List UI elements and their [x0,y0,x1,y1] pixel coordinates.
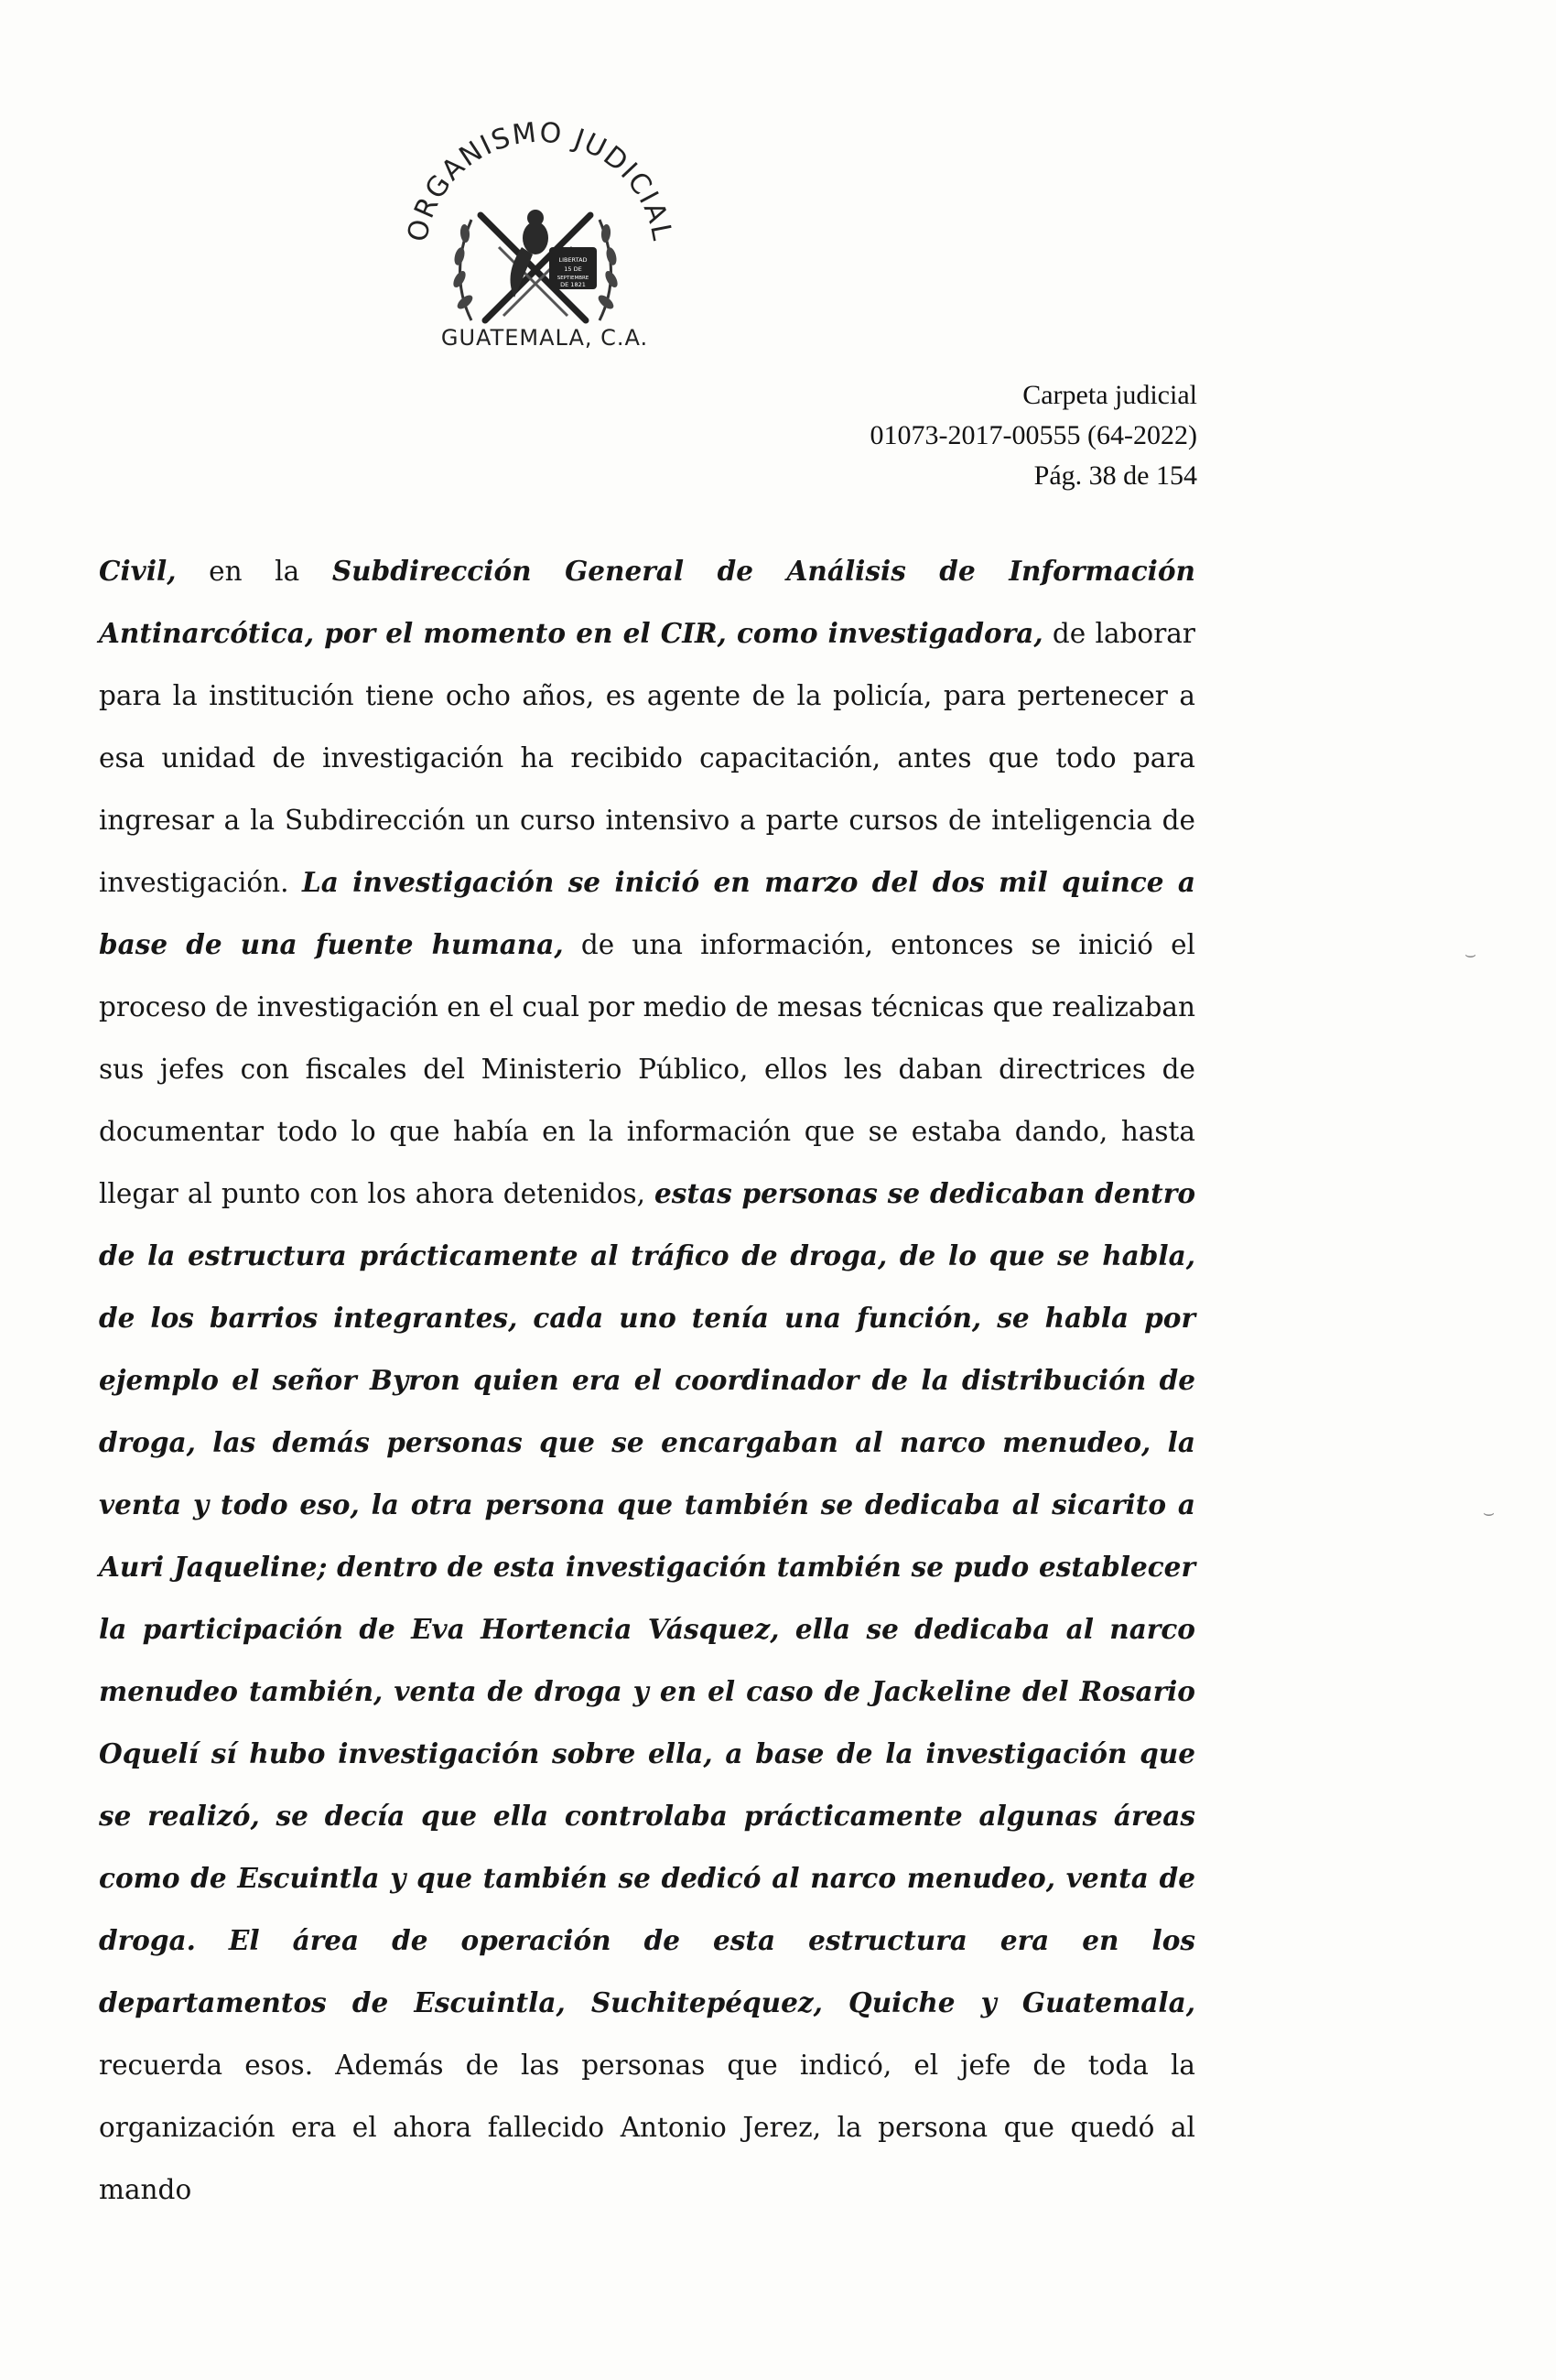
scan-artifact: ⌣ [1483,1501,1496,1523]
body-segment: de laborar para la institución tiene ocho años, es agente de la policía, para pertenecer a esa unidad de investigación ha recibido capacitación, antes que todo para ingresar a la Subdirección un curso intensivo a parte cursos de inteligencia de investigación. [99,618,1195,898]
svg-text:LIBERTAD: LIBERTAD [558,256,588,264]
body-paragraph [99,540,1195,2221]
svg-text:DE 1821: DE 1821 [560,281,586,288]
body-segment: recuerda esos. Además de las personas que indicó, el jefe de toda la organización era el ahora fallecido Antonio Jerez, la persona que quedó al mando [99,2050,1195,2205]
case-folder-label: Carpeta judicial [1022,380,1197,410]
body-segment-bold: Subdirección General de Análisis de Información Antinarcótica, por el momento en el CIR, como investigadora, [99,555,1195,649]
seal-country-label: GUATEMALA, C.A. [440,325,649,351]
svg-text:15 DE: 15 DE [564,265,582,273]
body-segment-bold: Civil, [99,555,177,587]
body-segment-bold: La investigación se inició en marzo del dos mil quince a base de una fuente humana, [99,866,1195,960]
page-number: Pág. 38 de 154 [1033,460,1197,491]
body-text [99,540,1195,2221]
body-segment: de una información, entonces se inició el proceso de investigación en el cual por medio de mesas técnicas que realizaban sus jefes con fiscales del Ministerio Público, ellos les daban directrices de documentar todo lo que había en la información que se estaba dando, hasta llegar al punto con los ahora detenidos, [99,929,1195,1209]
case-header [870,375,1197,496]
svg-text:SEPTIEMBRE: SEPTIEMBRE [556,276,589,281]
case-number: 01073-2017-00555 (64-2022) [870,420,1197,450]
seal-ring-text: ORGANISMO JUDICIAL [401,116,679,245]
body-segment-bold: estas personas se dedicaban dentro de la estructura prácticamente al tráfico de droga, de lo que se habla, de los barrios integrantes, cada uno tenía una función, se habla por ejemplo el señor Byron quien era el coordinador de la distribución de droga, las demás personas que se encargaban al narco menudeo, la venta y todo eso, la otra persona que también se dedicaba al sicarito a Auri Jaqueline; dentro de esta investigación también se pudo establecer la participación de Eva Hortencia Vásquez, ella se dedicaba al narco menudeo también, venta de droga y en el caso de Jackeline del Rosario Oquelí sí hubo investigación sobre ella, a base de la investigación que se realizó, se decía que ella controlaba prácticamente algunas áreas como de Escuintla y que también se dedicó al narco menudeo, venta de droga. El área de operación de esta estructura era en los departamentos de Escuintla, Suchitepéquez, Quiche y Guatemala, [99,1177,1195,2018]
body-segment: en la [176,556,332,587]
scan-artifact: ⌣ [1464,943,1477,965]
